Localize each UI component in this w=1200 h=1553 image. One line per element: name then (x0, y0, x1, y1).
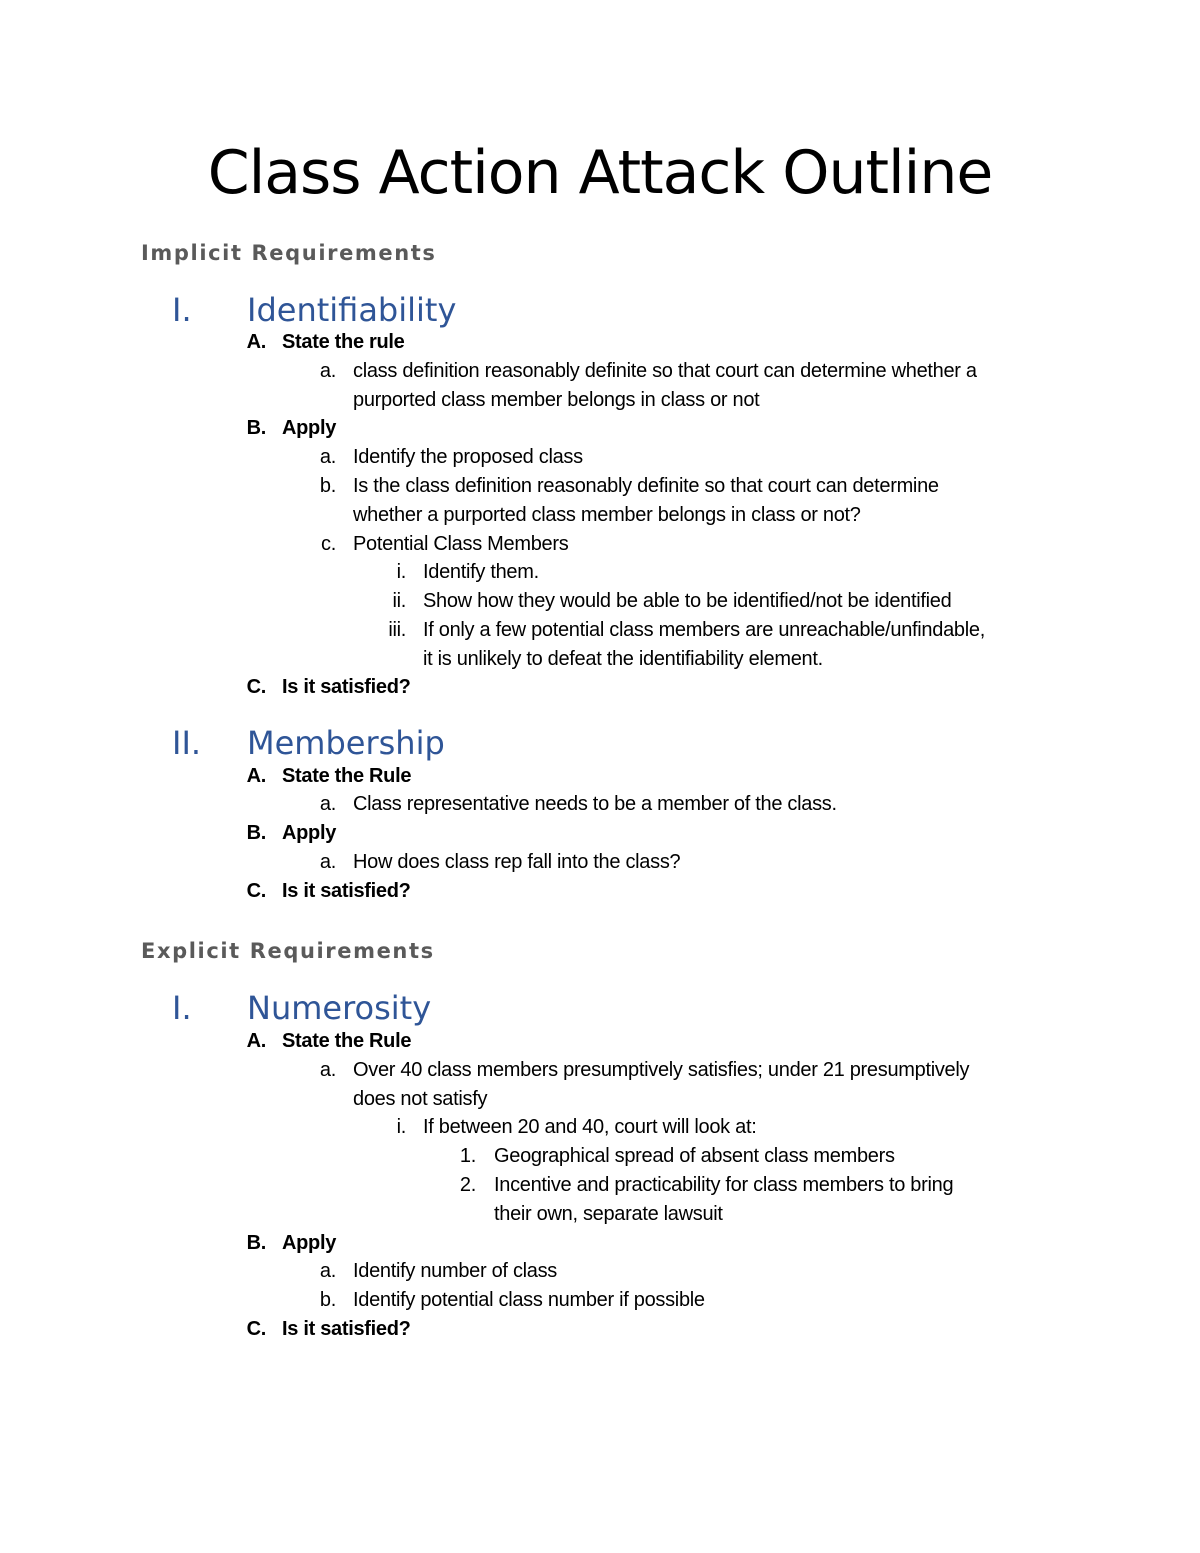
item-number: 1. (459, 1145, 476, 1167)
item-number: a. (319, 1260, 336, 1282)
item-number: C. (246, 880, 266, 902)
item-text: Potential Class Members (353, 533, 569, 555)
item-number: A. (246, 331, 266, 353)
item-text: Is it satisfied? (282, 880, 411, 902)
item-number: b. (319, 1289, 336, 1311)
item-text: Incentive and practicability for class members to bring (494, 1174, 954, 1196)
item-text: Identify the proposed class (353, 446, 583, 468)
item-text: How does class rep fall into the class? (353, 851, 681, 873)
item-text: Is the class definition reasonably definite so that court can determine (353, 475, 939, 497)
item-text: Identify them. (423, 561, 539, 583)
section-number: I. (172, 989, 192, 1027)
item-number: C. (246, 1318, 266, 1340)
item-text: does not satisfy (353, 1088, 488, 1110)
item-text: purported class member belongs in class or not (353, 389, 760, 411)
explicit-requirements-heading: Explicit Requirements (141, 939, 435, 963)
item-text: State the Rule (282, 765, 412, 787)
item-text: class definition reasonably definite so that court can determine whether a (353, 360, 977, 382)
item-number: A. (246, 765, 266, 787)
item-text: Identify number of class (353, 1260, 558, 1282)
item-text: Apply (282, 417, 337, 439)
item-number: 2. (459, 1174, 476, 1196)
identifiability-heading: Identifiability (247, 291, 457, 329)
item-number: iii. (388, 619, 406, 641)
item-text: Identify potential class number if possible (353, 1289, 705, 1311)
implicit-requirements-heading: Implicit Requirements (141, 241, 437, 265)
item-number: B. (246, 417, 266, 439)
item-number: A. (246, 1030, 266, 1052)
item-text: Over 40 class members presumptively satisfies; under 21 presumptively (353, 1059, 970, 1081)
item-number: C. (246, 676, 266, 698)
item-text: Is it satisfied? (282, 1318, 411, 1340)
section-number: II. (172, 724, 202, 762)
section-number: I. (172, 291, 192, 329)
item-number: a. (319, 1059, 336, 1081)
item-number: i. (396, 1116, 406, 1138)
item-number: a. (319, 793, 336, 815)
item-number: c. (321, 533, 336, 555)
page-title: Class Action Attack Outline (207, 138, 993, 208)
item-text: whether a purported class member belongs in class or not? (353, 504, 861, 526)
item-number: a. (319, 360, 336, 382)
item-text: Apply (282, 822, 337, 844)
item-text: their own, separate lawsuit (494, 1203, 723, 1225)
item-number: a. (319, 446, 336, 468)
item-text: Show how they would be able to be identified/not be identified (423, 590, 952, 612)
numerosity-heading: Numerosity (247, 989, 432, 1027)
item-number: a. (319, 851, 336, 873)
item-number: B. (246, 822, 266, 844)
item-number: ii. (392, 590, 406, 612)
item-text: If only a few potential class members are unreachable/unfindable, (423, 619, 985, 641)
item-text: Class representative needs to be a member of the class. (353, 793, 837, 815)
item-text: it is unlikely to defeat the identifiability element. (423, 648, 823, 670)
item-text: Geographical spread of absent class members (494, 1145, 895, 1167)
item-number: b. (319, 475, 336, 497)
item-text: Is it satisfied? (282, 676, 411, 698)
membership-heading: Membership (247, 724, 445, 762)
item-text: Apply (282, 1232, 337, 1254)
item-number: i. (396, 561, 406, 583)
item-text: State the Rule (282, 1030, 412, 1052)
item-number: B. (246, 1232, 266, 1254)
item-text: State the rule (282, 331, 405, 353)
item-text: If between 20 and 40, court will look at: (423, 1116, 757, 1138)
